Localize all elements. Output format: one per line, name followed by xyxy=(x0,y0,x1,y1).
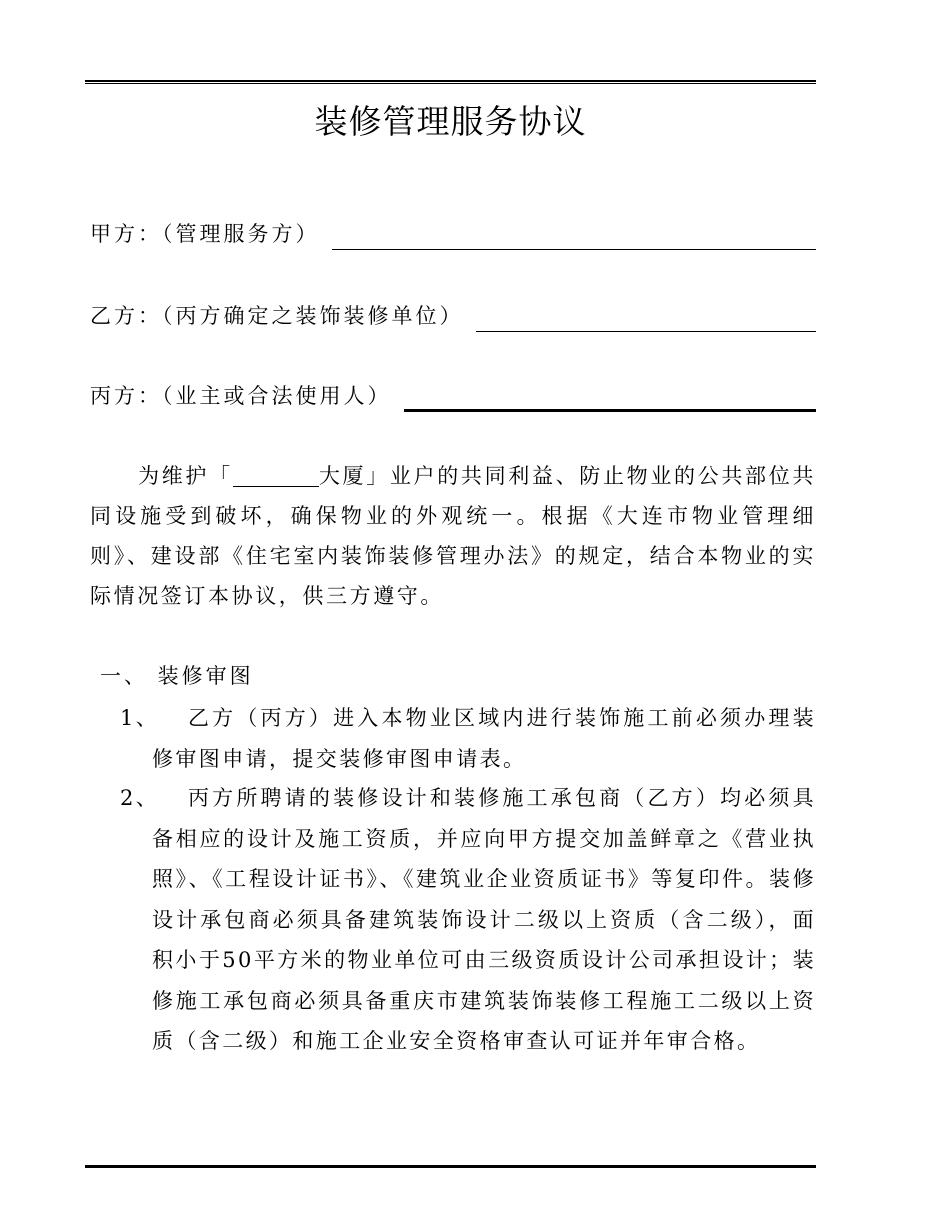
clause-number: 2、 xyxy=(120,786,160,810)
party-c-blank-line xyxy=(404,381,817,412)
party-b-row xyxy=(90,302,816,332)
intro-text-start: 为维护「 xyxy=(138,464,233,488)
intro-paragraph xyxy=(90,456,816,616)
clause-item xyxy=(120,778,816,1062)
party-c-label: 丙方：（业主或合法使用人） xyxy=(90,384,392,408)
clause-text: 乙方（丙方）进入本物业区域内进行装饰施工前必须办理装修审图申请，提交装修审图申请表。 xyxy=(152,706,816,771)
document-title: 装修管理服务协议 xyxy=(314,102,587,141)
party-a-row xyxy=(90,220,816,250)
clause-item xyxy=(120,698,816,779)
header-rule xyxy=(85,80,816,84)
party-a-label: 甲方：（管理服务方） xyxy=(90,222,320,246)
party-c-row xyxy=(90,381,816,412)
clause-number: 1、 xyxy=(120,706,160,730)
intro-text-rest: 大厦」业户的共同利益、防止物业的公共部位共同设施受到破坏，确保物业的外观统一。根据《大连市物业管理细则》、建设部《住宅室内装饰装修管理办法》的规定，结合本物业的实际情况签订本协议，供三方遵守。 xyxy=(90,464,816,608)
party-b-blank-line xyxy=(476,303,817,332)
footer-rule xyxy=(85,1165,816,1168)
party-a-blank-line xyxy=(332,221,817,250)
section-1-heading: 一、 装修审图 xyxy=(100,664,254,688)
party-b-label: 乙方：（丙方确定之装饰装修单位） xyxy=(90,304,464,328)
building-name-blank xyxy=(233,464,319,487)
clause-text: 丙方所聘请的装修设计和装修施工承包商（乙方）均必须具备相应的设计及施工资质，并应向甲方提交加盖鲜章之《营业执照》、《工程设计证书》、《建筑业企业资质证书》等复印件。装修设计承包商必须具备建筑装饰设计二级以上资质（含二级），面积小于50平方米的物业单位可由三级资质设计公司承担设计；装修施工承包商必须具备重庆市建筑装饰装修工程施工二级以上资质（含二级）和施工企业安全资格审查认可证并年审合格。 xyxy=(152,786,816,1053)
